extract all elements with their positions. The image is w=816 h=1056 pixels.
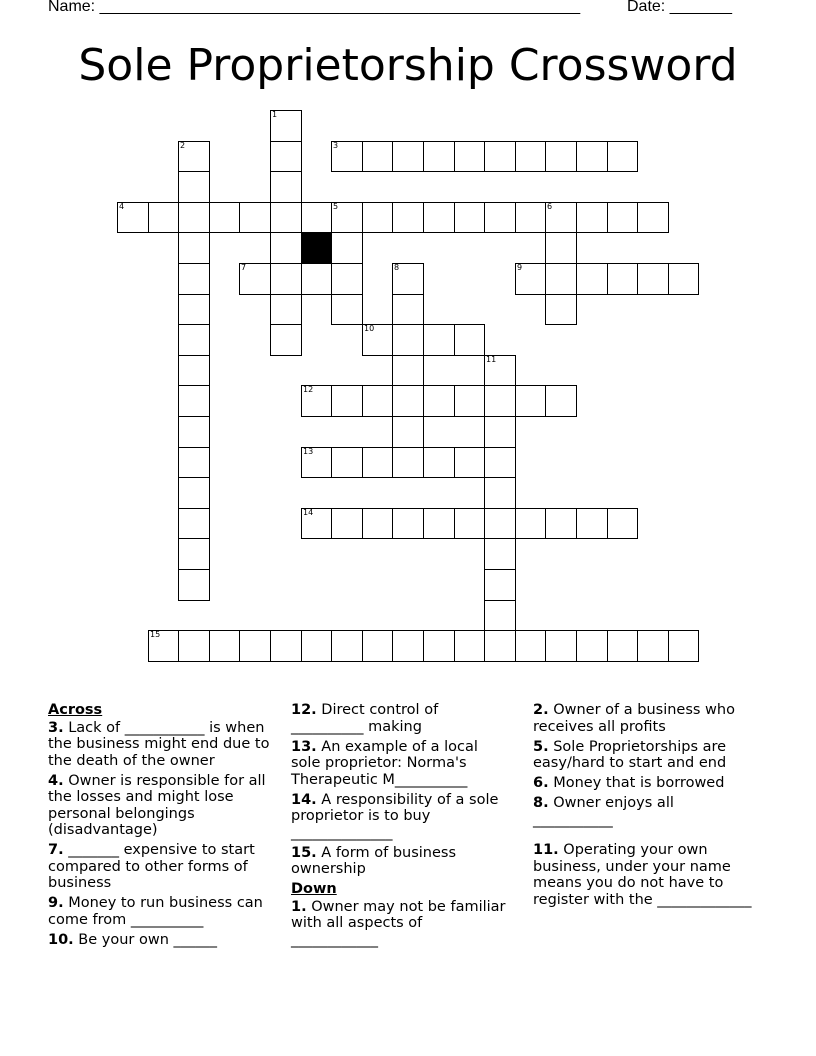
grid-cell[interactable] — [484, 355, 516, 386]
grid-cell[interactable] — [637, 263, 669, 295]
grid-cell[interactable] — [454, 630, 485, 662]
grid-cell[interactable] — [515, 630, 546, 662]
grid-cell[interactable] — [301, 385, 332, 417]
across-heading: Across — [48, 702, 103, 718]
clue-across-10 — [48, 932, 280, 949]
grid-cell[interactable] — [515, 508, 546, 539]
clue-text: Owner is responsible for all the losses and might lose personal belongings (disadvantage) — [48, 772, 266, 838]
grid-cell[interactable] — [178, 324, 210, 356]
grid-cell[interactable] — [423, 324, 455, 356]
name-field[interactable]: Name: ______________________________________________________ — [48, 0, 581, 15]
grid-cell[interactable] — [576, 202, 608, 233]
grid-cell[interactable] — [454, 141, 485, 172]
grid-cell[interactable] — [607, 263, 638, 295]
clue-across-12 — [291, 702, 511, 735]
grid-cell[interactable] — [484, 202, 516, 233]
grid-cell[interactable] — [423, 508, 455, 539]
grid-cell[interactable] — [607, 630, 638, 662]
grid-cell[interactable] — [484, 141, 516, 172]
clue-number: 4. — [48, 772, 64, 789]
clue-number: 7. — [48, 842, 64, 858]
grid-cell[interactable] — [270, 324, 302, 356]
grid-cell[interactable] — [392, 141, 424, 172]
date-field[interactable]: Date: _______ — [627, 0, 732, 15]
grid-cell[interactable] — [209, 202, 240, 233]
grid-cell[interactable] — [454, 385, 485, 417]
grid-cell[interactable] — [576, 630, 608, 662]
grid-cell[interactable] — [362, 141, 393, 172]
cell-number: 6 — [547, 202, 553, 211]
cell-number: 11 — [486, 355, 497, 364]
grid-cell[interactable] — [178, 416, 210, 448]
grid-cell[interactable] — [484, 385, 516, 417]
clue-number: 11. — [533, 842, 559, 858]
grid-cell[interactable] — [178, 263, 210, 295]
clue-across-13 — [291, 739, 511, 789]
grid-cell[interactable] — [392, 630, 424, 662]
clue-across-3 — [48, 720, 280, 770]
clue-text: Sole Proprietorships are easy/hard to start and end — [533, 738, 727, 771]
clue-number: 13. — [291, 738, 317, 755]
cell-number: 1 — [272, 110, 278, 119]
grid-cell[interactable] — [454, 324, 485, 356]
clue-text: Owner may not be familiar with all aspects of ____________ — [291, 898, 506, 948]
grid-cell[interactable] — [331, 202, 363, 233]
grid-cell[interactable] — [668, 630, 699, 662]
grid-cell[interactable] — [484, 569, 516, 601]
grid-cell[interactable] — [576, 263, 608, 295]
clues-column-1 — [48, 702, 280, 952]
grid-cell[interactable] — [607, 508, 638, 539]
grid-cell[interactable] — [637, 630, 669, 662]
clue-number: 10. — [48, 931, 74, 948]
grid-cell[interactable] — [331, 385, 363, 417]
clue-down-6 — [533, 775, 753, 792]
clue-number: 9. — [48, 895, 64, 911]
grid-cell[interactable] — [484, 600, 516, 631]
grid-cell[interactable] — [362, 202, 393, 233]
grid-cell[interactable] — [392, 202, 424, 233]
grid-cell[interactable] — [209, 630, 240, 662]
grid-cell[interactable] — [178, 171, 210, 203]
grid-cell[interactable] — [178, 232, 210, 264]
clue-text: Operating your own business, under your name means you do not have to register with the _____________ — [533, 842, 752, 908]
grid-cell[interactable] — [454, 508, 485, 539]
grid-cell[interactable] — [239, 630, 271, 662]
grid-cell[interactable] — [331, 508, 363, 539]
grid-cell[interactable] — [270, 263, 302, 295]
grid-cell[interactable] — [484, 416, 516, 448]
grid-cell[interactable] — [301, 263, 332, 295]
grid-cell[interactable] — [331, 447, 363, 478]
grid-cell[interactable] — [270, 110, 302, 142]
grid-cell[interactable] — [484, 538, 516, 570]
cell-number: 7 — [241, 263, 247, 272]
grid-cell[interactable] — [362, 508, 393, 539]
grid-cell[interactable] — [392, 508, 424, 539]
clue-number: 15. — [291, 844, 317, 861]
grid-cell[interactable] — [301, 202, 332, 233]
grid-cell[interactable] — [362, 447, 393, 478]
clue-text: Lack of ___________ is when the business might end due to the death of the owner — [48, 719, 270, 769]
cell-number: 15 — [150, 630, 161, 639]
grid-cell[interactable] — [270, 232, 302, 264]
grid-cell[interactable] — [392, 324, 424, 356]
grid-cell[interactable] — [270, 141, 302, 172]
grid-cell[interactable] — [270, 294, 302, 325]
grid-cell[interactable] — [392, 263, 424, 295]
clue-across-4 — [48, 773, 280, 839]
grid-cell[interactable] — [423, 447, 455, 478]
grid-cell[interactable] — [484, 447, 516, 478]
grid-cell[interactable] — [545, 294, 577, 325]
grid-cell[interactable] — [392, 294, 424, 325]
grid-cell[interactable] — [423, 202, 455, 233]
clue-text: An example of a local sole proprietor: Norma's Therapeutic M__________ — [291, 738, 478, 788]
grid-cell[interactable] — [331, 141, 363, 172]
grid-cell[interactable] — [270, 202, 302, 233]
clue-number: 1. — [291, 898, 307, 915]
grid-cell[interactable] — [545, 232, 577, 264]
cell-number: 5 — [333, 202, 339, 211]
grid-cell[interactable] — [545, 630, 577, 662]
clue-text: Be your own ______ — [73, 931, 218, 948]
grid-cell[interactable] — [178, 447, 210, 478]
grid-cell[interactable] — [515, 202, 546, 233]
cell-number: 10 — [364, 324, 375, 333]
grid-cell[interactable] — [178, 630, 210, 662]
clue-text: Owner enjoys all ___________ — [533, 795, 674, 828]
grid-cell[interactable] — [607, 202, 638, 233]
clue-number: 12. — [291, 702, 317, 718]
clue-across-15 — [291, 845, 511, 878]
grid-cell[interactable] — [484, 508, 516, 539]
grid-cell[interactable] — [178, 385, 210, 417]
grid-cell[interactable] — [576, 141, 608, 172]
grid-cell[interactable] — [637, 202, 669, 233]
grid-cell[interactable] — [668, 263, 699, 295]
page-title: Sole Proprietorship Crossword — [78, 40, 738, 91]
clue-text: Direct control of __________ making — [291, 702, 439, 735]
cell-number: 2 — [180, 141, 186, 150]
grid-cell[interactable] — [239, 263, 271, 295]
grid-cell[interactable] — [178, 355, 210, 386]
clue-across-14 — [291, 792, 511, 842]
grid-cell[interactable] — [117, 202, 149, 233]
clue-down-11 — [533, 842, 753, 908]
grid-cell[interactable] — [362, 385, 393, 417]
cell-number: 4 — [119, 202, 125, 211]
cell-number: 13 — [303, 447, 314, 456]
grid-cell[interactable] — [148, 202, 179, 233]
clue-text: Money that is borrowed — [548, 775, 725, 791]
clue-down-2 — [533, 702, 753, 735]
clue-text: Owner of a business who receives all profits — [533, 702, 735, 735]
grid-cell[interactable] — [515, 263, 546, 295]
grid-cell[interactable] — [545, 508, 577, 539]
grid-cell[interactable] — [423, 141, 455, 172]
grid-cell[interactable] — [607, 141, 638, 172]
grid-cell[interactable] — [178, 202, 210, 233]
grid-cell[interactable] — [392, 355, 424, 386]
cell-number: 3 — [333, 141, 339, 150]
cell-number: 8 — [394, 263, 400, 272]
clues-column-3 — [533, 702, 753, 912]
grid-cell[interactable] — [576, 508, 608, 539]
clue-text: A form of business ownership — [291, 844, 457, 877]
grid-cell[interactable] — [331, 232, 363, 264]
grid-cell[interactable] — [301, 447, 332, 478]
clue-down-8 — [533, 795, 753, 828]
grid-cell[interactable] — [515, 141, 546, 172]
grid-cell[interactable] — [178, 538, 210, 570]
cell-number: 9 — [517, 263, 523, 272]
clue-number: 3. — [48, 719, 64, 736]
grid-cell[interactable] — [178, 141, 210, 172]
clue-across-7 — [48, 842, 280, 892]
clue-number: 5. — [533, 738, 549, 755]
cell-number: 12 — [303, 385, 314, 394]
grid-cell[interactable] — [545, 202, 577, 233]
black-cell — [301, 232, 332, 264]
clue-number: 8. — [533, 795, 549, 811]
grid-cell[interactable] — [423, 385, 455, 417]
grid-cell[interactable] — [484, 477, 516, 509]
grid-cell[interactable] — [178, 508, 210, 539]
down-heading: Down — [291, 881, 337, 897]
grid-cell[interactable] — [545, 141, 577, 172]
grid-cell[interactable] — [239, 202, 271, 233]
grid-cell[interactable] — [545, 263, 577, 295]
clue-number: 14. — [291, 791, 317, 808]
grid-cell[interactable] — [392, 416, 424, 448]
grid-cell[interactable] — [270, 630, 302, 662]
clue-across-9 — [48, 895, 280, 928]
grid-cell[interactable] — [545, 385, 577, 417]
clue-number: 2. — [533, 702, 549, 718]
clue-down-5 — [533, 739, 753, 772]
grid-cell[interactable] — [331, 630, 363, 662]
cell-number: 14 — [303, 508, 314, 517]
grid-cell[interactable] — [148, 630, 179, 662]
clue-text: A responsibility of a sole proprietor is to buy ______________ — [291, 791, 499, 841]
grid-cell[interactable] — [392, 447, 424, 478]
clue-down-1 — [291, 899, 511, 949]
grid-cell[interactable] — [301, 630, 332, 662]
grid-cell[interactable] — [331, 294, 363, 325]
grid-cell[interactable] — [454, 202, 485, 233]
grid-cell[interactable] — [423, 630, 455, 662]
grid-cell[interactable] — [178, 294, 210, 325]
grid-cell[interactable] — [270, 171, 302, 203]
grid-cell[interactable] — [178, 569, 210, 601]
clue-text: _______ expensive to start compared to other forms of business — [48, 842, 255, 891]
grid-cell[interactable] — [392, 385, 424, 417]
grid-cell[interactable] — [362, 324, 393, 356]
grid-cell[interactable] — [301, 508, 332, 539]
grid-cell[interactable] — [178, 477, 210, 509]
grid-cell[interactable] — [454, 447, 485, 478]
grid-cell[interactable] — [515, 385, 546, 417]
clue-text: Money to run business can come from __________ — [48, 895, 263, 928]
grid-cell[interactable] — [331, 263, 363, 295]
grid-cell[interactable] — [484, 630, 516, 662]
clue-number: 6. — [533, 775, 549, 791]
clues-column-2 — [291, 702, 511, 952]
grid-cell[interactable] — [362, 630, 393, 662]
